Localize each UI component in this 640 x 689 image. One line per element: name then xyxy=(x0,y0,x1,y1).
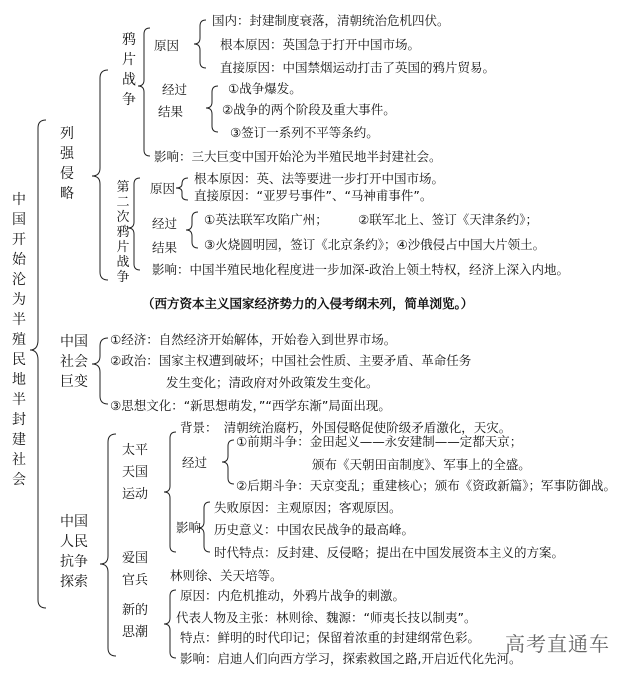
opium1-cause-label: 原因 xyxy=(154,38,180,53)
opium1-impact: 影响：三大巨变中国开始沦为半殖民地半封建社会。 xyxy=(154,149,442,164)
watermark: 高考直通车 xyxy=(505,632,610,656)
opium2-event-2: ②联军北上、签订《天津条约》； xyxy=(358,212,538,227)
opium2-process-label-2: 结果 xyxy=(152,240,178,255)
opium1-cause-root: 根本原因：英国急于打开中国市场。 xyxy=(220,37,421,52)
opium1-cause-direct: 直接原因：中国禁烟运动打击了英国的鸦片贸易。 xyxy=(220,60,496,75)
bracket-opium2-result xyxy=(186,212,198,248)
taiping-early-1: ①前期斗争：金田起义——永安建制——定都天京； xyxy=(236,434,523,449)
invasion-label: 列强侵略 xyxy=(60,126,74,202)
new-thought-impact: 影响：启迪人们向西方学习，探索救国之路,开启近代化先河。 xyxy=(180,651,522,666)
root-label: 中国开始沦为半殖民地半封建社会 xyxy=(12,192,26,488)
opium2-event-1: ①英法联军攻陷广州； xyxy=(204,212,328,227)
bracket-root xyxy=(30,120,46,608)
taiping-significance: 历史意义：中国农民战争的最高峰。 xyxy=(214,522,415,537)
struggle-label: 中国人民抗争探索 xyxy=(60,514,88,590)
society-economy: ①经济：自然经济开始解体，开始卷入到世界市场。 xyxy=(110,332,397,347)
society-politics-2: 发生变化；清政府对外政策发生变化。 xyxy=(166,375,379,390)
society-label: 中国社会巨变 xyxy=(60,334,88,390)
bracket-society xyxy=(92,338,108,404)
bracket-taiping-process xyxy=(222,440,234,484)
taiping-feature: 时代特点：反封建、反侵略；提出在中国发展资本主义的方案。 xyxy=(214,545,565,560)
society-culture: ③思想文化：“新思想萌发，”“西学东渐”局面出现。 xyxy=(110,398,391,413)
taiping-process-label: 经过 xyxy=(182,455,208,470)
bracket-opium1 xyxy=(138,28,150,156)
bracket-opium1-cause xyxy=(194,20,206,68)
opium1-process-3: ③签订一系列不平等条约。 xyxy=(230,125,379,140)
taiping-failure: 失败原因：主观原因；客观原因。 xyxy=(214,500,402,515)
taiping-label: 太平天国运动 xyxy=(122,443,149,502)
invasion-note: （西方资本主义国家经济势力的入侵考纲未列，简单浏览。） xyxy=(142,296,474,311)
opium1-result-label-2: 结果 xyxy=(158,104,184,119)
opium1-cause-domestic: 国内：封建制度衰落，清朝统治危机四伏。 xyxy=(212,13,450,28)
opium1-label: 鸦片战争 xyxy=(122,32,136,108)
opium1-result-label-1: 经过 xyxy=(162,82,188,97)
new-thought-label: 新的思潮 xyxy=(122,603,149,640)
society-politics-1: ②政治：国家主权遭到破坏；中国社会性质、主要矛盾、革命任务 xyxy=(110,353,472,368)
opium2-label: 第二次鸦片战争 xyxy=(116,180,130,285)
new-thought-people: 代表人物及主张：林则徐、魏源：“师夷长技以制夷”。 xyxy=(176,610,477,625)
opium2-process-label-1: 经过 xyxy=(152,216,178,231)
taiping-impact-label: 影响 xyxy=(176,520,202,535)
opium2-impact: 影响：中国半殖民地化程度进一步加深-政治上领土特权，经济上深入内地。 xyxy=(152,262,570,277)
bracket-invasion xyxy=(92,70,108,280)
opium1-process-2: ②战争的两个阶段及重大事件。 xyxy=(222,102,396,117)
opium1-process-1: ①战争爆发。 xyxy=(228,81,302,96)
new-thought-feature: 特点：鲜明的时代印记；保留着浓重的封建纲常色彩。 xyxy=(180,630,481,645)
opium2-cause-label: 原因 xyxy=(150,181,176,196)
opium2-event-3: ③火烧圆明园，签订《北京条约》；④沙俄侵占中国大片领土。 xyxy=(204,237,546,252)
bracket-new-thought xyxy=(164,590,176,658)
taiping-late: ②后期斗争：天京变乱；重建核心；颁布《资政新篇》；军事防御战。 xyxy=(236,478,616,493)
bracket-opium1-result xyxy=(206,86,218,132)
opium2-cause-direct: 直接原因：“亚罗号事件”、“马神甫事件”。 xyxy=(194,188,433,203)
patriots-names: 林则徐、关天培等。 xyxy=(170,568,283,583)
bracket-opium2-cause xyxy=(176,178,188,200)
new-thought-cause: 原因：内危机推动，外鸦片战争的刺激。 xyxy=(180,588,406,603)
bracket-struggle xyxy=(100,434,116,656)
taiping-background: 背景： 清朝统治腐朽，外国侵略促使阶级矛盾激化，天灾。 xyxy=(180,420,512,435)
patriots-label: 爱国官兵 xyxy=(122,551,149,588)
opium2-cause-root: 根本原因：英、法等要进一步打开中国市场。 xyxy=(194,171,445,186)
bracket-taiping xyxy=(164,432,176,552)
taiping-early-2: 颁布《天朝田亩制度》、军事上的全盛。 xyxy=(312,457,531,472)
